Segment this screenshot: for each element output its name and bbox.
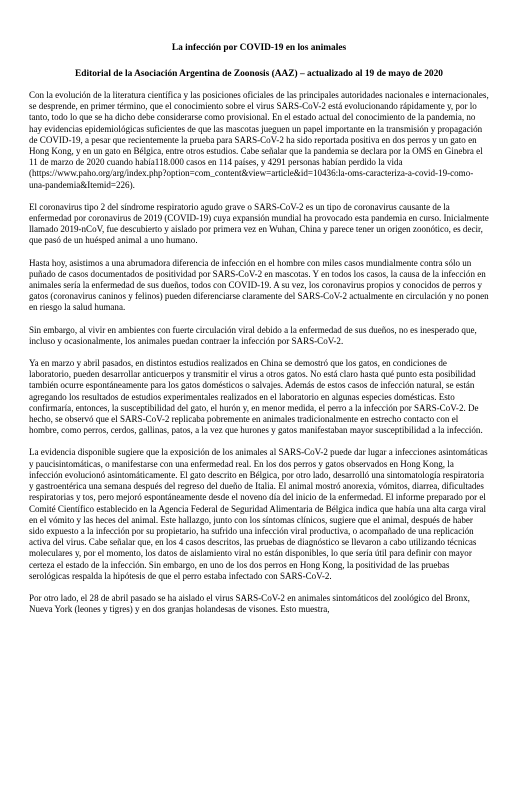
document-title: La infección por COVID-19 en los animales xyxy=(171,43,347,53)
document-subtitle: Editorial de la Asociación Argentina de Zoonosis (AAZ) – actualizado al 19 de mayo de 2020 xyxy=(75,69,443,79)
paragraph-4: Sin embargo, al vivir en ambientes con fuerte circulación viral debido a la enfermedad de sus dueños, no es inesperado que, incluso y ocasionalmente, los animales puedan contraer la infección por SARS-CoV-2. xyxy=(29,324,477,346)
paragraph-5: Ya en marzo y abril pasados, en distintos estudios realizados en China se demostró que los gatos, en condiciones de laboratorio, pueden desarrollar anticuerpos y transmitir el virus a otros gatos. No está claro hasta qué punto esta posibilidad también ocurre espontáneamente para los gatos domésticos o salvajes. Además de estos casos de infección natural, se están agregando los resultados de estudios experimentales realizados en el laboratorio en algunas especies domésticas. Esto confirmaría, entonces, la susceptibilidad del gato, el hurón y, en menor medida, el perro a la infección por SARS-CoV-2. De hecho, se observó que el SARS-CoV-2 replicaba pobremente en animales tradicionalmente en estrecho contacto con el hombre, como perros, cerdos, gallinas, patos, a la vez que hurones y gatos manifestaban mayor susceptibilidad a la infección. xyxy=(29,358,483,436)
paragraph-3: Hasta hoy, asistimos a una abrumadora diferencia de infección en el hombre con miles casos mundialmente contra sólo un puñado de casos documentados de positividad por SARS-CoV-2 en mascotas. Y en todos los casos, la causa de la infección en animales sería la enfermedad de sus dueños, todos con COVID-19. A su vez, los coronavirus propios y conocidos de perros y gatos (coronavirus caninos y felinos) pueden diferenciarse claramente del SARS-CoV-2 actualmente en circulación y no ponen en riesgo la salud humana. xyxy=(29,257,489,313)
paragraph-2: El coronavirus tipo 2 del síndrome respiratorio agudo grave o SARS-CoV-2 es un tipo de coronavirus causante de la enfermedad por coronavirus de 2019 (COVID-19) cuya expansión mundial ha provocado esta pandemia en curso. Inicialmente llamado 2019-nCoV, fue descubierto y aislado por primera vez en Wuhan, China y parece tener un origen zoonótico, es decir, que pasó de un huésped animal a uno humano. xyxy=(29,201,489,246)
paragraph-6: La evidencia disponible sugiere que la exposición de los animales al SARS-CoV-2 puede dar lugar a infecciones asintomáticas y paucisintomáticas, o manifestarse con una enfermedad real. En los dos perros y gatos observados en Hong Kong, la infección evolucionó asintomáticamente. El gato descrito en Bélgica, por otro lado, desarrolló una sintomatología respiratoria y gastroentérica una semana después del regreso del dueño de Italia. El animal mostró anorexia, vómitos, diarrea, dificultades respiratorias y tos, pero mejoró espontáneamente desde el noveno día del inicio de la enfermedad. El informe preparado por el Comité Científico establecido en la Agencia Federal de Seguridad Alimentaria de Bélgica indica que había una alta carga viral en el vómito y las heces del animal. Este hallazgo, junto con los síntomas clínicos, sugiere que el animal, después de haber sido expuesto a la infección por su propietario, ha sufrido una infección viral productiva, o acompañado de una replicación activa del virus. Cabe señalar que, en los 4 casos descritos, las pruebas de diagnóstico se llevaron a cabo utilizando técnicas moleculares y, por el momento, los datos de aislamiento viral no están disponibles, lo que sería útil para definir con mayor certeza el estado de la infección. Sin embargo, en uno de los dos perros en Hong Kong, la positividad de las pruebas serológicas respalda la hipótesis de que el perro estaba infectado con SARS-CoV-2. xyxy=(29,447,488,581)
paragraph-7: Por otro lado, el 28 de abril pasado se ha aislado el virus SARS-CoV-2 en animales sintomáticos del zoológico del Bronx, Nueva York (leones y tigres) y en dos granjas holandesas de visones. Esto muestra, xyxy=(29,592,470,615)
paragraph-1: Con la evolución de la literatura científica y las posiciones oficiales de las principales autoridades nacionales e internacionales, se desprende, en primer término, que el conocimiento sobre el virus SARS-CoV-2 está evolucionando rápidamente y, por lo tanto, todo lo que se ha dicho debe considerarse como provisional. En el estado actual del conocimiento de la pandemia, no hay evidencias epidemiológicas suficientes de que las mascotas jueguen un papel importante en la transmisión y propagación de COVID-19, a pesar que recientemente la prueba para SARS-CoV-2 ha sido reportada positiva en dos perros y un gato en Hong Kong, y en un gato en Bélgica, entre otros estudios. Cabe señalar que la pandemia se declara por la OMS en Ginebra el 11 de marzo de 2020 cuando había118.000 casos en 114 países, y 4291 personas habían perdido la vida (https://www.paho.org/arg/index.php?option=com_content&view=article&id=10436:la-oms-caracteriza-a-covid-19-como-una-pandemia&Itemid=226). xyxy=(29,90,489,190)
